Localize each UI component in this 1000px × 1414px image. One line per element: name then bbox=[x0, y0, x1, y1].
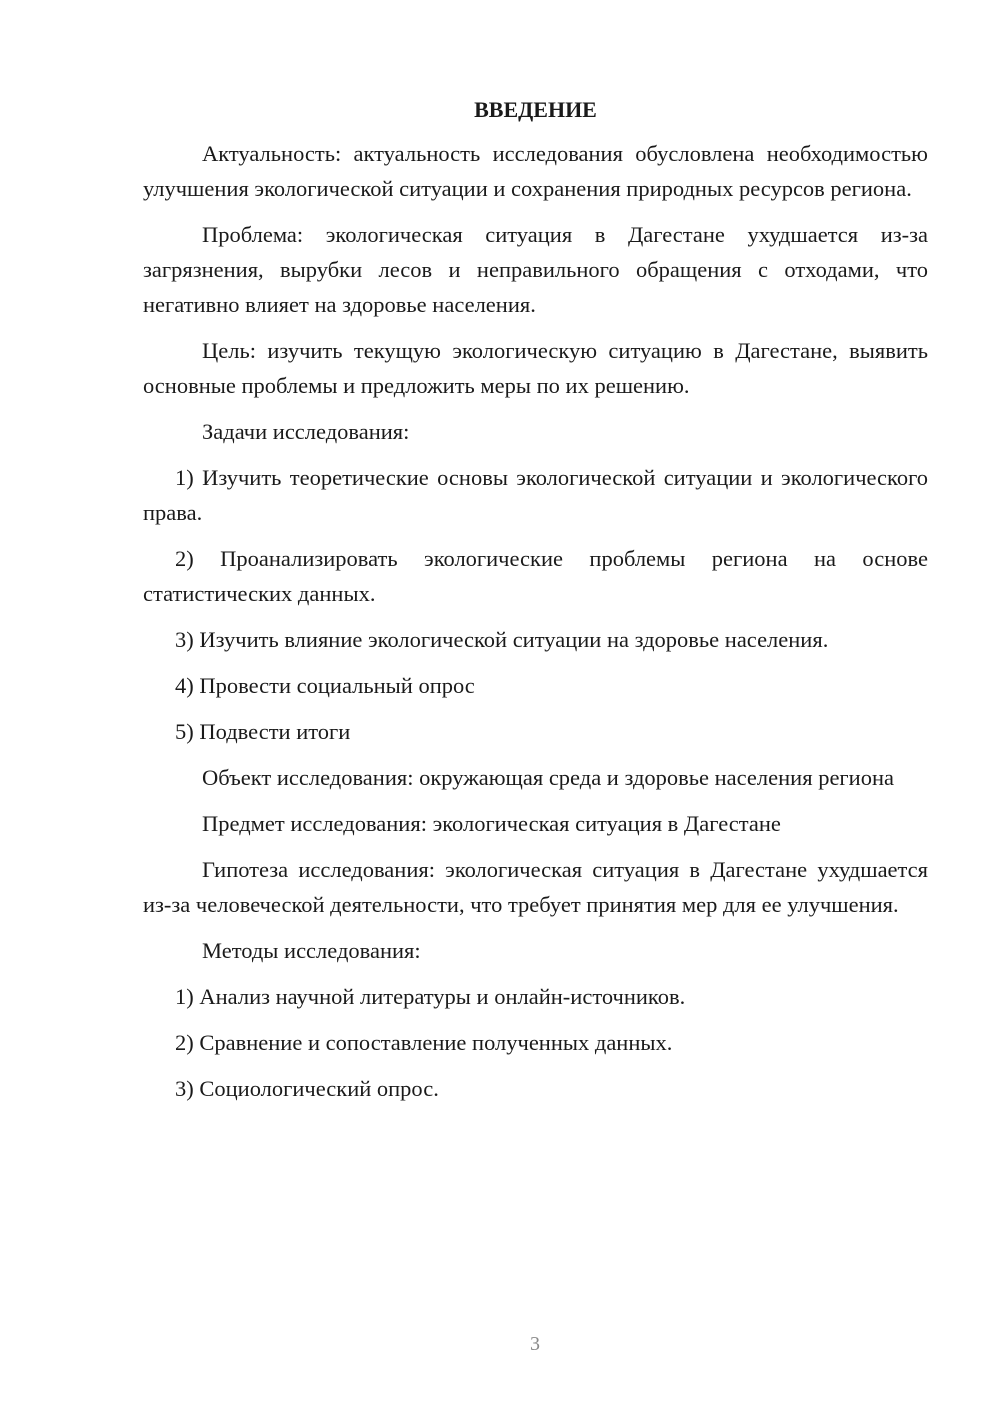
page-number: 3 bbox=[530, 1333, 540, 1355]
list-item-task-4: 4) Провести социальный опрос bbox=[175, 673, 475, 698]
section-heading: ВВЕДЕНИЕ bbox=[474, 97, 597, 122]
paragraph-problem: Проблема: экологическая ситуация в Дагестане ухудшается из-за загрязнения, вырубки лесов и неправильного обращения с отходами, что негативно влияет на здоровье населения. bbox=[143, 222, 928, 317]
list-item-method-3: 3) Социологический опрос. bbox=[175, 1076, 439, 1101]
paragraph-goal: Цель: изучить текущую экологическую ситуацию в Дагестане, выявить основные проблемы и предложить меры по их решению. bbox=[143, 338, 928, 398]
list-item-task-2: 2) Проанализировать экологические проблемы региона на основе статистических данных. bbox=[143, 546, 928, 606]
paragraph-relevance: Актуальность: актуальность исследования обусловлена необходимостью улучшения экологической ситуации и сохранения природных ресурсов региона. bbox=[143, 141, 928, 201]
list-item-task-3: 3) Изучить влияние экологической ситуации на здоровье населения. bbox=[175, 627, 829, 652]
paragraph-methods-heading: Методы исследования: bbox=[202, 938, 421, 963]
document-body bbox=[143, 95, 928, 1117]
list-item-method-1: 1) Анализ научной литературы и онлайн-источников. bbox=[175, 984, 686, 1009]
paragraph-subject: Предмет исследования: экологическая ситуация в Дагестане bbox=[202, 811, 781, 836]
list-item-method-2: 2) Сравнение и сопоставление полученных данных. bbox=[175, 1030, 673, 1055]
list-item-task-1: 1) Изучить теоретические основы экологической ситуации и экологического права. bbox=[143, 465, 928, 525]
paragraph-hypothesis: Гипотеза исследования: экологическая ситуация в Дагестане ухудшается из-за человеческой деятельности, что требует принятия мер для ее улучшения. bbox=[143, 857, 928, 917]
list-item-task-5: 5) Подвести итоги bbox=[175, 719, 351, 744]
paragraph-tasks-heading: Задачи исследования: bbox=[202, 419, 410, 444]
paragraph-object: Объект исследования: окружающая среда и здоровье населения региона bbox=[202, 765, 894, 790]
